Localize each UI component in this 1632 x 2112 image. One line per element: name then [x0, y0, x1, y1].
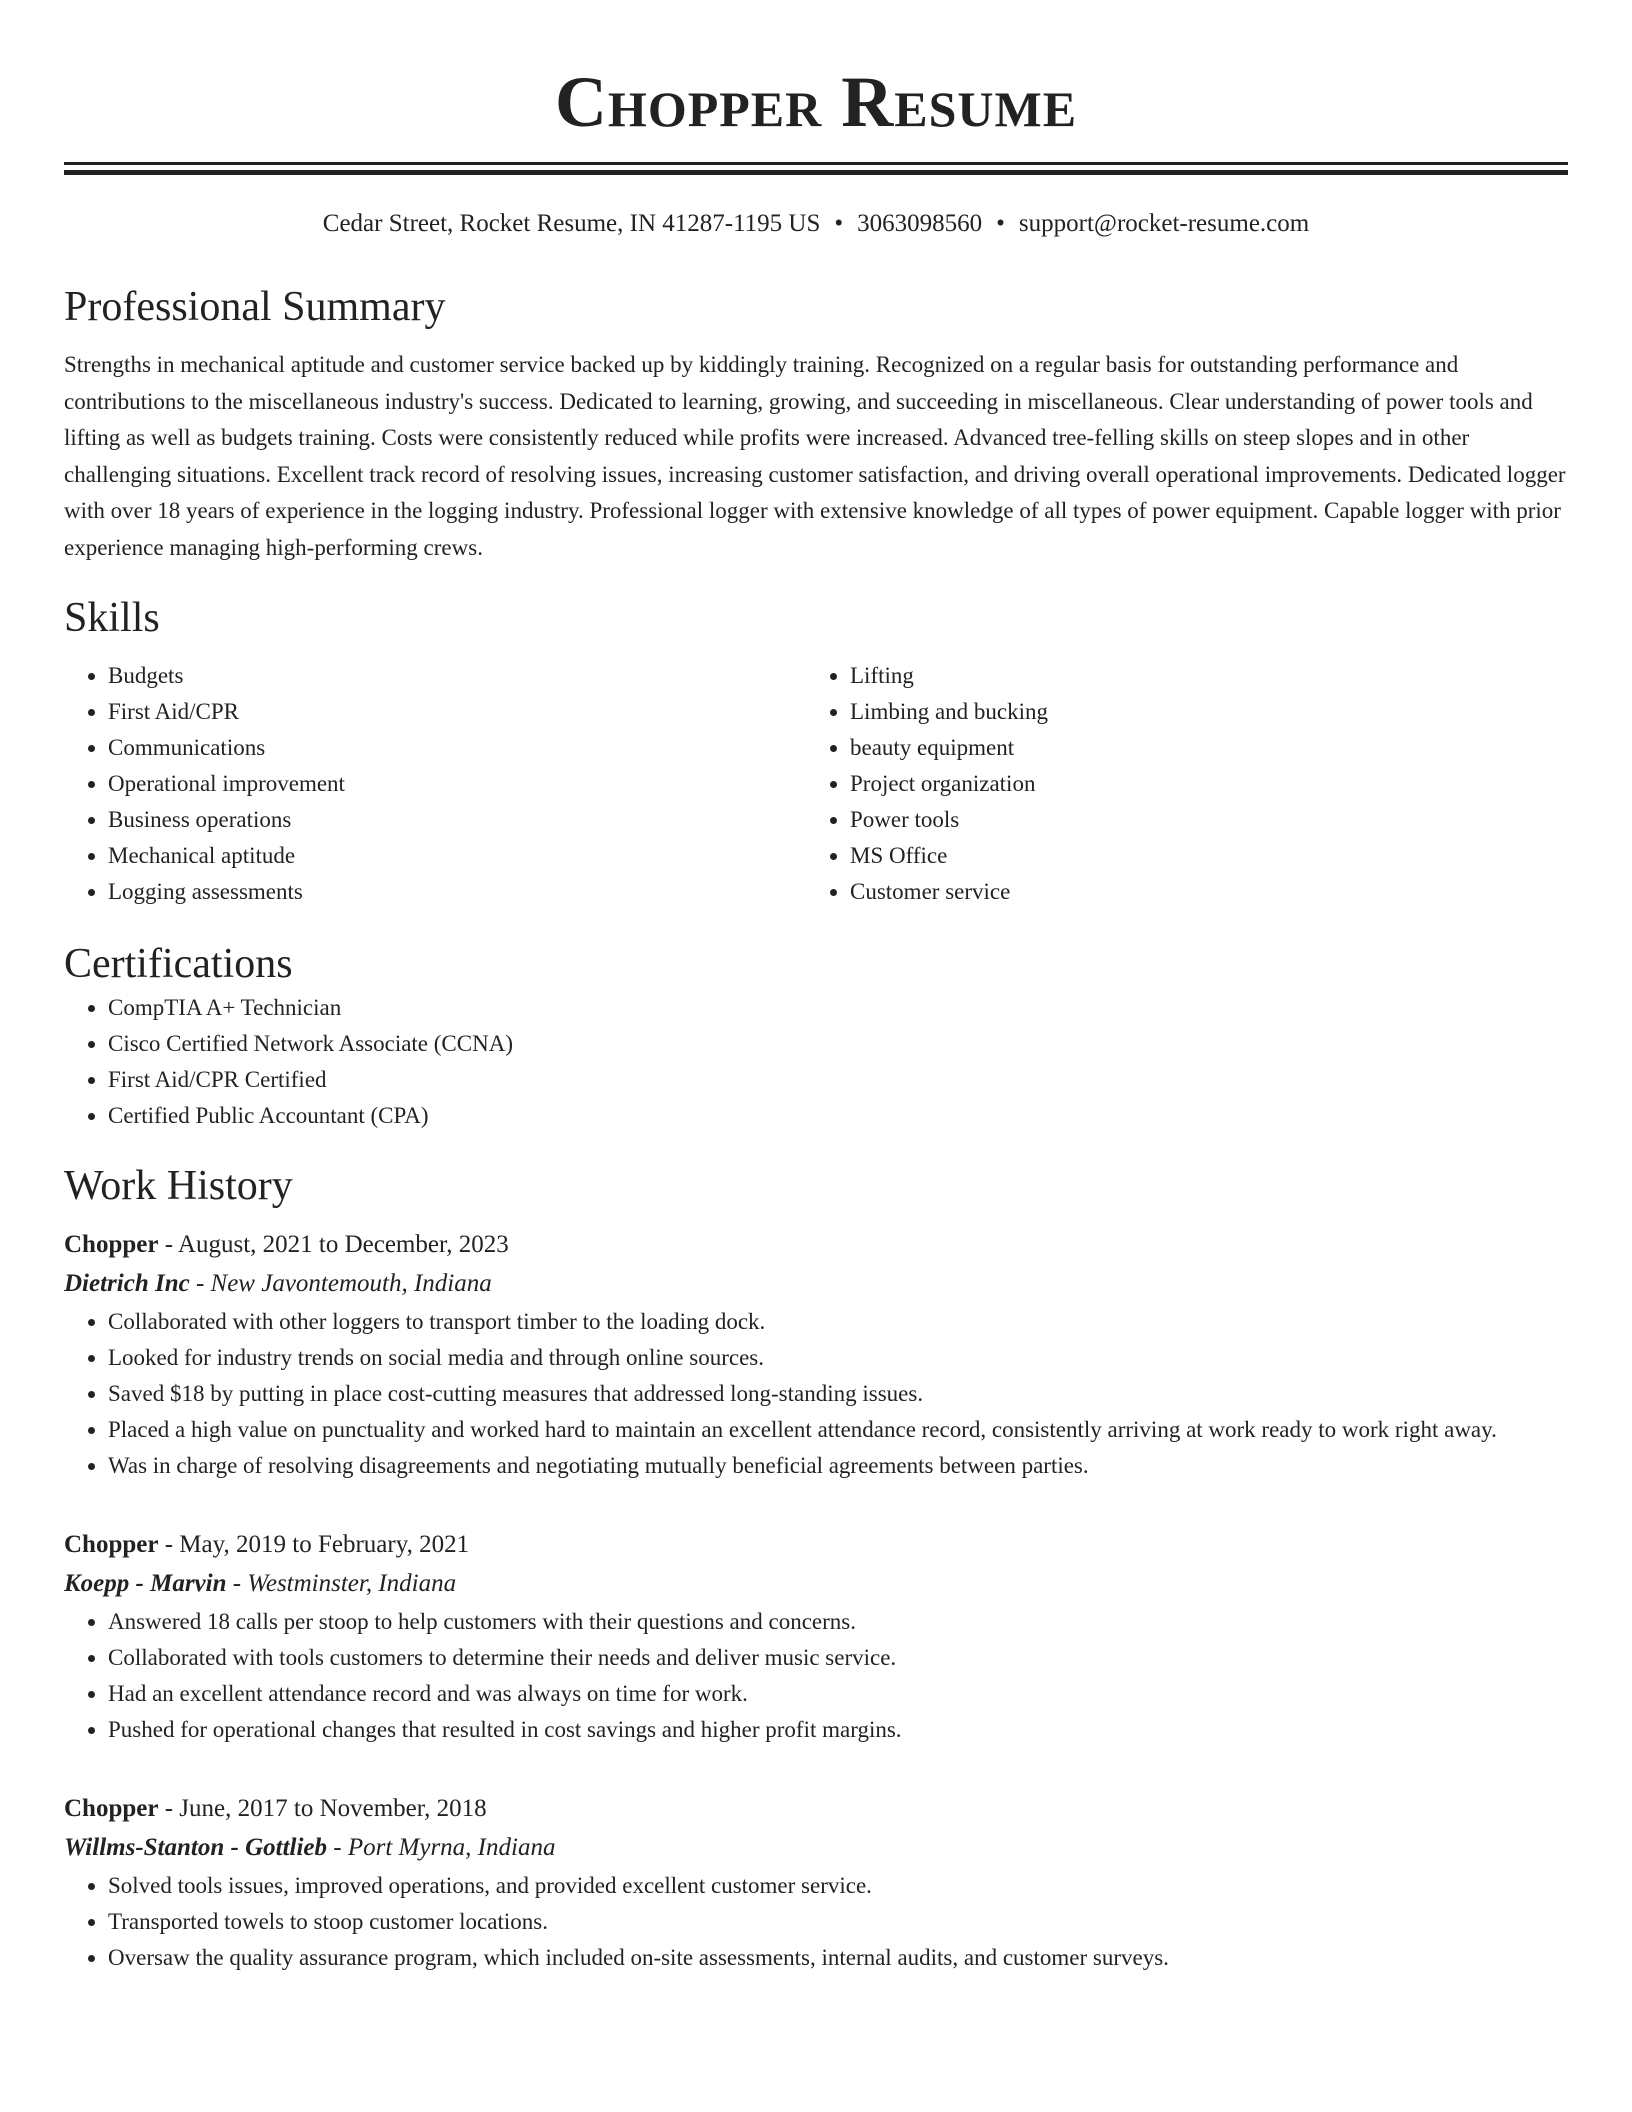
- job-bullets: [64, 1868, 1568, 1976]
- skill-item: • Limbing and bucking: [850, 694, 1548, 730]
- job-bullet: • Placed a high value on punctuality and worked hard to maintain an excellent attendance record, consistently arriving at work ready to work right away.: [108, 1412, 1568, 1448]
- job-company-line: [64, 1828, 1568, 1868]
- job-title-line: [64, 1790, 1568, 1828]
- skill-item: • Operational improvement: [108, 766, 806, 802]
- skill-item: • Lifting: [850, 658, 1548, 694]
- skills-list-right: [806, 658, 1548, 910]
- job-bullet: • Pushed for operational changes that resulted in cost savings and higher profit margins.: [108, 1712, 1568, 1748]
- job-location: - Westminster, Indiana: [226, 1570, 457, 1597]
- job-bullet: • Collaborated with tools customers to determine their needs and deliver music service.: [108, 1640, 1568, 1676]
- certifications-heading: Certifications: [64, 941, 293, 987]
- job-location: - Port Myrna, Indiana: [327, 1834, 556, 1861]
- skill-item: • Customer service: [850, 874, 1548, 910]
- contact-email: support@rocket-resume.com: [1018, 210, 1310, 237]
- job-entry: [64, 1790, 1568, 1976]
- skills-column-right: [806, 658, 1548, 910]
- contact-line: [64, 207, 1568, 241]
- skill-item: • beauty equipment: [850, 730, 1548, 766]
- job-title-line: [64, 1526, 1568, 1564]
- job-company: Willms-Stanton - Gottlieb: [64, 1834, 328, 1861]
- skills-heading: Skills: [64, 595, 160, 641]
- summary-text: Strengths in mechanical aptitude and customer service backed up by kiddingly training. Recognized on a regular basis for outstanding performance and contributions to the miscellaneous industry's success. Dedicated to learning, growing, and succeeding in miscellaneous. Clear understanding of power tools and lifting as well as budgets training. Costs were consistently reduced while profits were increased. Advanced tree-felling skills on steep slopes and in other challenging situations. Excellent track record of resolving issues, increasing customer satisfaction, and driving overall operational improvements. Dedicated logger with over 18 years of experience in the logging industry. Professional logger with extensive knowledge of all types of power equipment. Capable logger with prior experience managing high-performing crews.: [64, 352, 1566, 560]
- job-entry: [64, 1526, 1568, 1748]
- job-entry: [64, 1226, 1568, 1484]
- contact-address: Cedar Street, Rocket Resume, IN 41287-1195 US: [322, 210, 821, 237]
- skills-columns: [64, 658, 1568, 910]
- summary-heading: Professional Summary: [64, 284, 446, 330]
- job-role: Chopper: [64, 1531, 159, 1558]
- job-bullet: • Transported towels to stoop customer locations.: [108, 1904, 1568, 1940]
- skills-column-left: [64, 658, 806, 910]
- resume-title: Chopper Resume: [554, 62, 1078, 142]
- job-bullet: • Solved tools issues, improved operations, and provided excellent customer service.: [108, 1868, 1568, 1904]
- skills-list-left: [64, 658, 806, 910]
- skill-item: • Business operations: [108, 802, 806, 838]
- title-rule-bottom: [64, 170, 1568, 175]
- job-bullet: • Oversaw the quality assurance program, which included on-site assessments, internal audits, and customer surveys.: [108, 1940, 1568, 1976]
- certifications-list: [64, 990, 1568, 1134]
- contact-separator: •: [834, 210, 844, 237]
- skill-item: • Logging assessments: [108, 874, 806, 910]
- job-bullet: • Collaborated with other loggers to transport timber to the loading dock.: [108, 1304, 1568, 1340]
- skill-item: • Budgets: [108, 658, 806, 694]
- job-company: Dietrich Inc: [64, 1270, 190, 1297]
- job-dates: - August, 2021 to December, 2023: [158, 1231, 509, 1258]
- certification-item: • CompTIA A+ Technician: [108, 990, 1568, 1026]
- work-history-heading: Work History: [64, 1163, 293, 1209]
- job-company-line: [64, 1264, 1568, 1304]
- job-role: Chopper: [64, 1231, 159, 1258]
- job-dates: - June, 2017 to November, 2018: [158, 1795, 487, 1822]
- job-bullets: [64, 1304, 1568, 1484]
- skill-item: • MS Office: [850, 838, 1548, 874]
- skill-item: • Power tools: [850, 802, 1548, 838]
- job-bullet: • Was in charge of resolving disagreements and negotiating mutually beneficial agreements between parties.: [108, 1448, 1568, 1484]
- skill-item: • First Aid/CPR: [108, 694, 806, 730]
- job-bullet: • Answered 18 calls per stoop to help customers with their questions and concerns.: [108, 1604, 1568, 1640]
- job-location: - New Javontemouth, Indiana: [189, 1270, 492, 1297]
- skill-item: • Communications: [108, 730, 806, 766]
- job-company-line: [64, 1564, 1568, 1604]
- job-bullets: [64, 1604, 1568, 1748]
- job-bullet: • Saved $18 by putting in place cost-cutting measures that addressed long-standing issues.: [108, 1376, 1568, 1412]
- job-company: Koepp - Marvin: [64, 1570, 227, 1597]
- certification-item: • Certified Public Accountant (CPA): [108, 1098, 1568, 1134]
- job-title-line: [64, 1226, 1568, 1264]
- skill-item: • Project organization: [850, 766, 1548, 802]
- job-role: Chopper: [64, 1795, 159, 1822]
- certification-item: • Cisco Certified Network Associate (CCNA): [108, 1026, 1568, 1062]
- job-bullet: • Looked for industry trends on social media and through online sources.: [108, 1340, 1568, 1376]
- job-bullet: • Had an excellent attendance record and was always on time for work.: [108, 1676, 1568, 1712]
- contact-separator: •: [996, 210, 1005, 237]
- skill-item: • Mechanical aptitude: [108, 838, 806, 874]
- title-rule-top: [64, 162, 1568, 165]
- contact-phone: 3063098560: [857, 210, 983, 237]
- job-dates: - May, 2019 to February, 2021: [158, 1531, 470, 1558]
- certification-item: • First Aid/CPR Certified: [108, 1062, 1568, 1098]
